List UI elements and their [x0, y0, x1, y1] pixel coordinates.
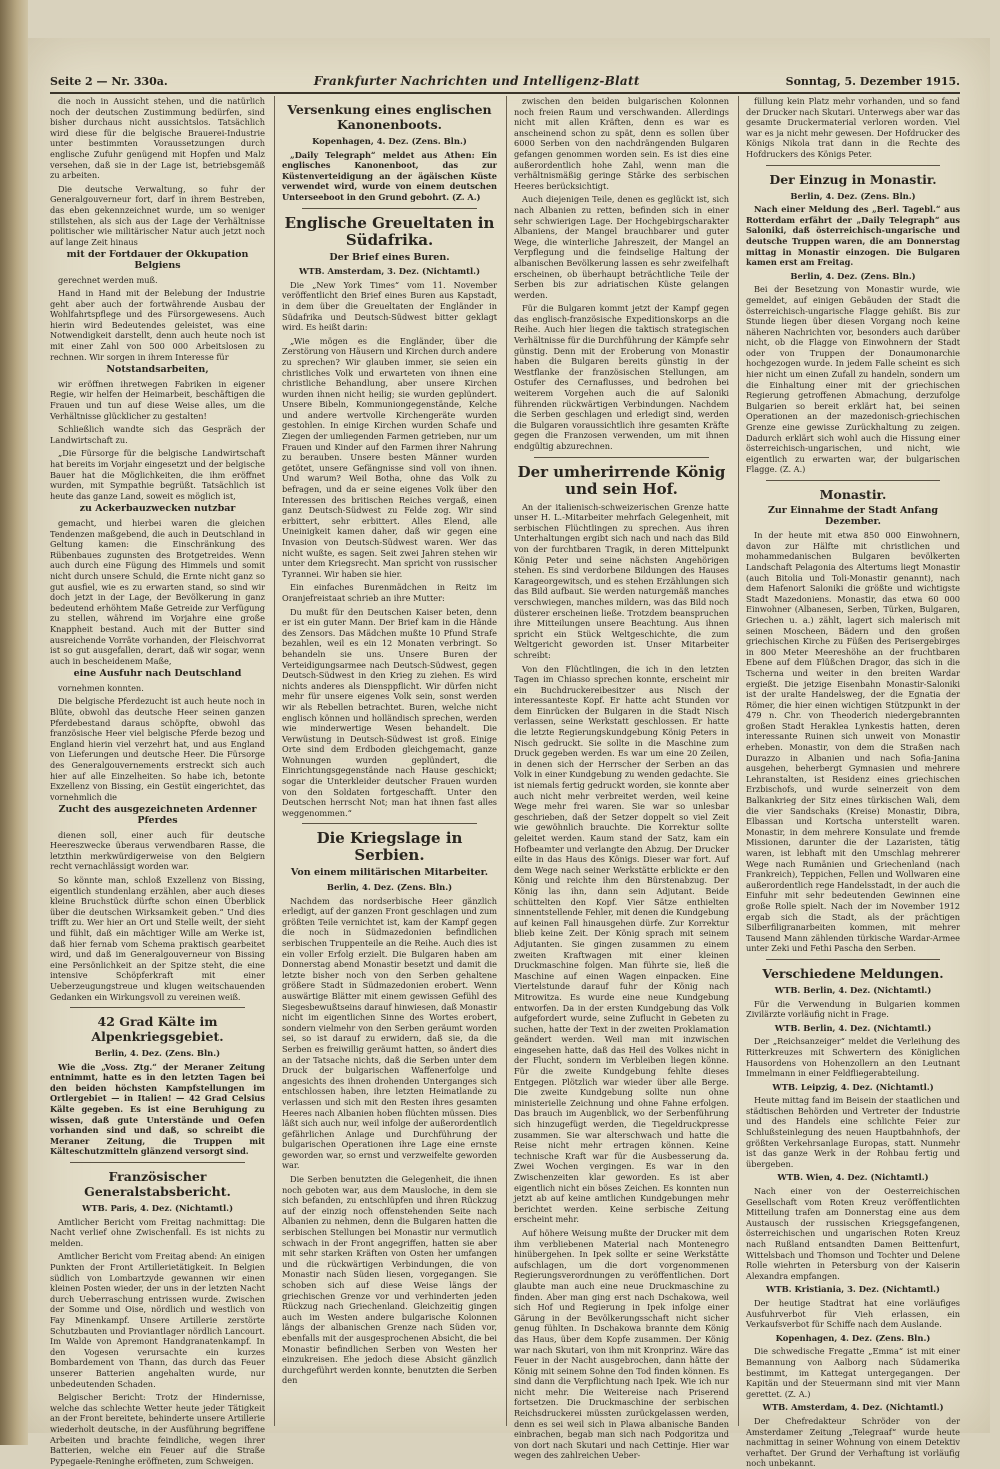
- paragraph: Die deutsche Verwaltung, so fuhr der Generalgouverneur fort, darf in ihrem Bestreben, das eben gekennzeichnet wurde, um so weniger stillstehen, als sich aus der Lage der Verhältnisse politischer wie militärischer Natur auch jetzt noch auf lange Zeit hinaus: [50, 183, 265, 247]
- subheading: zu Ackerbauzwecken nutzbar: [79, 503, 236, 515]
- paragraph: So könnte man, schloß Exzellenz von Bissing, eigentlich stundenlang erzählen, aber auch dieses kleine Bruchstück dürfte schon einen Überblick über die deutschen Wirksamkeit geben.“ Und dies trifft zu. Wer hier an Ort und Stelle weilt, der sieht und fühlt, daß ein mächtiger Wille am Werke ist, daß hier fernab vom Schema praktisch gearbeitet wird, und daß im Generalgouverneur von Bissing eine Persönlichkeit an der Spitze steht, die eine intensive Schöpferkraft mit einer Ueberzeugungstreue und klugen weitschauenden Gedanken ein Wirkungsvoll zu vereinen weiß.: [50, 874, 265, 1002]
- paragraph: Schließlich wandte sich das Gespräch der Landwirtschaft zu.: [50, 424, 265, 445]
- columns: [50, 96, 960, 1469]
- column-1: [50, 96, 265, 1466]
- paragraph: Amtlicher Bericht vom Freitag nachmittag: Die Nacht verlief ohne Zwischenfall. Es ist nichts zu melden.: [50, 1216, 265, 1248]
- column-3: [514, 96, 729, 1461]
- paragraph: „Die Fürsorge für die belgische Landwirtschaft hat bereits im Vorjahr eingesetzt und der belgische Bauer hat die Möglichkeiten, die ihm eröffnet wurden, mit Sympathie begrüßt. Tatsächlich ist heute das ganze Land, soweit es möglich ist,: [50, 448, 265, 501]
- divider: [766, 480, 940, 481]
- subheading: Zur Einnahme der Stadt Anfang Dezember.: [767, 505, 939, 527]
- paragraph: Bei der Besetzung von Monastir wurde, wie gemeldet, auf einigen Gebäuden der Stadt die österreichisch-ungarische Flagge gehißt. Bis zur Stunde liegen über diesen Vorgang noch keine näheren Nachrichten vor, besonders auch darüber nicht, ob die Flagge von Einwohnern der Stadt oder von Truppen der Donaumonarchie hochgezogen wurde. In jedem Falle scheint es sich hier nicht um einen Zufall zu handeln, sondern um die Einhaltung einer mit der griechischen Regierung getroffenen Abmachung, derzufolge Bulgarien so bereit erklärt hat, bei seinen Operationen an der mazedonisch-griechischen Grenze eine gewisse Zurückhaltung zu zeigen. Dadurch erklärt sich wohl auch die Hissung einer österreichisch-ungarischen, und nicht, wie eigentlich zu erwarten war, der bulgarischen Flagge. (Z. A.): [746, 284, 960, 475]
- article-headline: Versenkung eines englischen Kanonenboots.: [287, 102, 492, 132]
- column-rule: [738, 96, 739, 1426]
- paragraph: Du mußt für den Deutschen Kaiser beten, denn er ist ein guter Mann. Der Brief kam in die Hände des Zensors. Das Mädchen mußte 10 Pfund Strafe bezahlen, weil es ein 12 Monaten verbringt. So behandeln sie uns. Unsere Buren der Verteidigungsarmee nach Deutsch-Südwest, gegen Deutsch-Südwest in den Krieg zu ziehen. Es wird nichts anderes als Diensppflicht. Wir dürfen nicht mehr für unsere eigenes Volk sein, sonst werden wir als Rebellen betrachtet. Buren, welche nicht englisch können und holländisch sprechen, werden wie minderwertige Wesen behandelt. Die Verwüstung in Deutsch-Südwest ist groß. Einige Orte sind dem Erdboden gleichgemacht, ganze Wohnungen wurden geplündert, die Einrichtungsgegenstände nach Hause geschickt; sogar die Unterkleider deutscher Frauen wurden von den Soldaten fortgeschafft. Unter den Deutschen herrscht Not; man hat ihnen fast alles weggenommen.“: [282, 606, 497, 818]
- paragraph: Auch diejenigen Teile, denen es geglückt ist, sich nach Albanien zu retten, befinden sich in einer sehr schwierigen Lage. Der Hochgebirgscharakter Albaniens, der Mangel brauchbarer und guter Wege, die winterliche Jahreszeit, der Mangel an Verpflegung und die feindselige Haltung der albanischen Bevölkerung lassen es sehr zweifelhaft erscheinen, ob überhaupt beträchtliche Teile der Serben bis zur adriatischen Küste gelangen werden.: [514, 194, 729, 300]
- article-headline: Der umherirrende König und sein Hof.: [517, 462, 726, 498]
- divider: [302, 208, 477, 209]
- paragraph: Die „New York Times“ vom 11. November veröffentlicht den Brief eines Buren aus Kapstadt, in dem über die Greueltaten der Engländer in Südafrika und Deutsch-Südwest bitter geklagt wird. Es heißt darin:: [282, 279, 497, 333]
- divider: [70, 1162, 245, 1163]
- dateline: WTB. Leipzig, 4. Dez. (Nichtamtl.): [772, 1081, 934, 1092]
- paragraph: dienen soll, einer auch für deutsche Heereszwecke überaus verwendbaren Rasse, die letzthin merkwürdigerweise von den Belgiern recht vernachlässigt worden war.: [50, 829, 265, 872]
- divider: [302, 823, 477, 824]
- dateline: Berlin, 4. Dez. (Zens. Bln.): [326, 882, 453, 893]
- issue-date: Sonntag, 5. Dezember 1915.: [785, 74, 960, 88]
- paragraph: Der Chefredakteur Schröder von der Amsterdamer Zeitung „Telegraaf“ wurde heute nachmittag in seiner Wohnung von einem Detektiv verhaftet. Der Grund der Verhaftung ist vorläufig noch unbekannt.: [746, 1415, 960, 1469]
- paragraph: „Daily Telegraph“ meldet aus Athen: Ein englisches Kanonenboot, das zur Küstenverteidigung an der ägäischen Küste verwendet wird, wurde von einem deutschen Unterseeboot in den Grund gebohrt. (Z. A.): [282, 149, 497, 202]
- paragraph: Wie die „Voss. Ztg.“ der Meraner Zeitung entnimmt, hatte es in den letzten Tagen bei den beiden höchsten Kampfstellungen im Ortlergebiet — in Italien! — 42 Grad Celsius Kälte gegeben. Es ist eine Beruhigung zu wissen, daß gute Unterstände und Oefen vorhanden sind und daß, so schreibt die Meraner Zeitung, die Truppen mit Kälteschutzmitteln glänzend versorgt sind.: [50, 1061, 265, 1157]
- dateline: WTB. Paris, 4. Dez. (Nichtamtl.): [81, 1203, 234, 1214]
- paragraph: Hand in Hand mit der Belebung der Industrie geht aber auch der fortwährende Ausbau der Wohlfahrtspflege und des Fürsorgewesens. Auch hierin wird Bedeutendes geleistet, was eine Notwendigkeit darstellt, denn auch heute noch ist mit einer Zahl von 500 000 Arbeitslosen zu rechnen. Wir sorgen in ihrem Interesse für: [50, 288, 265, 362]
- paragraph: die noch in Aussicht stehen, und die natürlich noch der deutschen Zustimmung bedürfen, sind bisher durchaus nicht aussichtslos. Tatsächlich wird diese für die belgische Brauerei-Industrie unter bestimmten Voraussetzungen durch englische Zufuhr genügend mit Hopfen und Malz versehen, daß sie in der Lage ist, betriebsgemäß zu arbeiten.: [50, 96, 265, 181]
- paragraph: An der italienisch-schweizerischen Grenze hatte unser H. L.-Mitarbeiter mehrfach Gelegenheit, mit serbischen Flüchtlingen zu sprechen. Aus ihren Unterhaltungen ergibt sich nach und nach das Bild von der furchtbaren Tragik, in deren Mittelpunkt König Peter und seine nächsten Angehörigen stehen. Es sind verdorbene Bildungen des Hauses Karageorgewitsch, und es stehen Erzählungen sich das Bild aufbaut. Sie werden naturgemäß manches verschwiegen, manches mildern, was das Bild noch düsterer erscheinen ließe. Trotzdem beanspruchen ihre Mitteilungen unsere Beachtung. Aus ihnen spricht ein Stück Weltgeschichte, die zum Weltgericht geworden ist. Unser Mitarbeiter schreibt:: [514, 501, 729, 660]
- dateline: WTB. Berlin, 4. Dez. (Nichtamtl.): [774, 984, 932, 995]
- paragraph: Die schwedische Fregatte „Emma“ ist mit einer Bemannung von Aalborg nach Südamerika bestimmt, im Kattegat untergegangen. Der Kapitän und der Steuermann sind mit vier Mann gerettet. (Z. A.): [746, 1346, 960, 1399]
- article-headline: Der Einzug in Monastir.: [769, 171, 937, 187]
- paragraph: Von den Flüchtlingen, die ich in den letzten Tagen im Chiasso sprechen konnte, erscheint mir ein Buchdruckereibesitzer aus Nisch der interessanteste Kopf. Er hatte acht Stunden vor dem Einrücken der Bulgaren in die Stadt Nisch verlassen, seine Werkstatt geschlossen. Er hatte die letzte Regierungskundgebung König Peters in Nisch gedruckt. Sie sollte in die Maschine zum Druck gegeben werden. Es war um eine 20 Zeilen, in denen sich der Herrscher der Serben an das Volk in einer Kundgebung zu wenden gedachte. Sie ist niemals fertig gedruckt worden, sie konnte aber auch nicht mehr verbreitet werden, weil keine Wege mehr frei waren. Sie war so unlesbar geschrieben, daß der Setzer doppelt so viel Zeit wie gewöhnlich brauchte. Die Korrektur sollte geleitet werden. Kaum stand der Satz, kam ein Hofbeamter und verlangte den Abzug. Der Drucker eilte in das Haus des Königs. Dieser war fort. Auf dem Wege nach seiner Werkstätte erblickte er den König und reichte ihm den Bürstenabzug. Der König las ihn, dann sein Adjutant. Beide schüttelten den Kopf. Vier Sätze enthielten sinnentstellende Fehler, mit denen die Kundgebung auf keinen Fall hinausgehen dürfe. Zur Korrektur blieb keine Zeit. Der König sprach mit seinem Adjutanten. Sie gingen zusammen zu einem zweiten Kraftwagen mit einer kleinen Druckmaschine folgen. Man führte sie, ließ die Maschine auf einen Wagen einpacken. Eine Viertelstunde darauf fuhr der König nach Mitrowitza. Es wurde eine neue Kundgebung entworfen. Da in der ersten Kundgebung das Volk aufgefordert wurde, seine Zuflucht in Gebeten zu suchen, hatte der Text in der zweiten Proklamation geändert werden. Weil man mit inzwischen eingesehen hatte, daß das Heil des Volkes nicht in der Flucht, sondern im Verbleiben liegen könne. Für die zweite Kundgebung fehlte dieses Entgegen. Plötzlich war wieder über alle Berge. Die zweite Kundgebung sollte nun ohne ministerielle Zeichnung und ohne Fahne erfolgen. Das brauch im Augenblick, wo der Serbenführung sich hinzugefügt werden, die Tiegeldruckpresse zusammen. Sie war alterschwach und hatte die Reise nicht mehr ertragen können. Keine technische Kraft war für die Ausbesserung da. Zwei Wochen vergingen. Es war in den Zwischenzeiten klar geworden. Es ist aber eigentlich nicht ein böses Zeichen. Es konnten nun jetzt ab auf keine amtlichen Kundgebungen mehr berichtet werden. Keine serbische Zeitung erscheint mehr.: [514, 663, 729, 1225]
- dateline: WTB. Amsterdam, 4. Dez. (Nichtamtl.): [762, 1402, 944, 1413]
- subheading: eine Ausfuhr nach Deutschland: [73, 668, 242, 680]
- divider: [766, 959, 940, 960]
- paragraph: Für die Verwendung in Bulgarien kommen Zivilärzte vorläufig nicht in Frage.: [746, 998, 960, 1020]
- article-headline: Verschiedene Meldungen.: [762, 965, 944, 981]
- dateline: Berlin, 4. Dez. (Zens. Bln.): [790, 190, 916, 201]
- paragraph: In der heute mit etwa 850 000 Einwohnern, davon zur Hälfte mit christlichen und mohammedanischen Bulgaren bevölkerten Landschaft Pelagonia des Altertums liegt Monastir (auch Bitolia und Toli-Monastir genannt), nach dem Hafenort Saloniki die größte und wichtigste Stadt Mazedoniens. Monastir, das etwa 60 000 Einwohner (Albanesen, Serben, Türken, Bulgaren, Griechen u. a.) zählt, lagert sich malerisch mit seinen Moscheen, Bädern und den großen griechischen Kirche zu Füßen des Perisergebirges in 800 Meter Meereshöhe an der fruchtbaren Ebene auf dem Flüßchen Dragor, das sich in die Tscherna und weiter in den breiten Wardar ergießt. Die jetzige Eisenbahn Monastir-Saloniki ist der uralte Handelsweg, der die Egnatia der Römer, die hier einen wichtigen Stützpunkt in der 479 n. Chr. von Theoderich niedergebrannten großen Stadt Heraklea Lynkestis hatten, deren interessante Ruinen sich unweit von Monastir erheben. Monastir, von dem die Straßen nach Durazzo in Albanien und nach Sofia-Janina ausgehen, beherbergt Gymnasien und mehrere Lehranstalten, ist Residenz eines griechischen Erzbischofs, und wurde seinerzeit von dem Balkankrieg der Sitz eines türkischen Wali, dem die vier Sandschaks (Kreise) Monastir, Dibra, Elbassan und Kortscha unterstellt waren. Monastir, in dem mehrere Konsulate und fremde Missionen, darunter die der Lazaristen, tätig waren, ist lebhaft mit den Umschlag mehrerer Wege nach Rumänien und Griechenland (nach Frankreich), Teppichen, Fellen und Wollwaren eine außerordentlich rege Handelsstadt, in der auch die Einfuhr mit sehr bedeutenden Gewinnen eine große Rolle spielt. Nach der im November 1912 ergab sich die Stadt, als der prächtigen Silberfiligranarbeiten kommen, mit mehrer Tausend Mann zählenden türkische Wardar-Armee unter Zeki und Fethi Pascha den Serben.: [746, 530, 960, 954]
- paragraph: Nach einer von der Oesterreichischen Gesellschaft vom Roten Kreuz veröffentlichten Mitteilung trafen am Donnerstag eine aus dem Austausch der russischen Kriegsgefangenen, österreichischen und ungarischen Roten Kreuz nach Rußland entsandten Damen Beittenfurt, Wittelsbach und Thomson und Tochter und Delene Rolle wiehrten in Petersburg von der Kaiserin Alexandra empfangen.: [746, 1186, 960, 1281]
- dateline: Kopenhagen, 4. Dez. (Zens. Bln.): [312, 136, 467, 146]
- paragraph: Ein einfaches Burenmädchen in Reitz im Oranjefreistaat schrieb an ihre Mutter:: [282, 582, 497, 603]
- paragraph: Belgischer Bericht: Trotz der Hindernisse, welche das schlechte Wetter heute jeder Tätigkeit an der Front bereitete, behinderte unsere Artillerie wiederholt deutsche, in der Ausführung begriffene Arbeiten und brachte feindliche, wegen ihrer Batterien, welche ein Feuer auf die Straße Pypegaele-Reninghe eröffneten, zum Schweigen.: [50, 1392, 265, 1466]
- paragraph: Auf höhere Weisung mußte der Drucker mit dem ihm verbliebenen Material nach Montenegro hinübergehen. In Ipek sollte er seine Werkstätte aufschlagen, um die dort vorgenommenen Regierungsverordnungen zu veröffentlichen. Dort glaubte man auch eine neue Druckmaschine zu finden. Aber man ging erst nach Dschakowa, weil sich Hof und Regierung in Ipek infolge einer Gärung in der Bevölkerungsschaft nicht sicher genug fühlten. In Dschakowa brannte dem König das Haus, über dem Kopfe zusammen. Der König war nach Skutari, von ihm mit Kronprinz. Wäre das Feuer in der Nacht ausgebrochen, dann hätte der König mit seinem Sohne den Tod finden können. Es sind dann die Verpflichtung nach Ipek. Wie ich nur nicht mehr. Die Weitereise nach Priserend fortsetzen. Die Druckmaschine der serbischen Reichsdruckerei müssten zurückgelassen werden, denn es sei weil sich in Plawa albanische Banden einbrachen, begab man sich nach Podgoritza und von dort nach Skutari und nach Cettinje. Hier war wegen des zahlreichen Ueber-: [514, 1227, 729, 1461]
- paragraph: zwischen den beiden bulgarischen Kolonnen noch freien Raum und verschwanden. Allerdings nicht mit allen Kräften, denn es war es anscheinend schon zu spät, denn es sollen über 6000 Serben von den nachdrängenden Bulgaren gefangen genommen worden sein. Es ist dies eine außerordentlich hohe Zahl, wenn man die verhältnismäßig geringe Stärke des serbischen Heeres berücksichtigt.: [514, 96, 729, 191]
- paragraph: gerechnet werden muß.: [58, 274, 158, 285]
- subheading: Der Brief eines Buren.: [329, 251, 450, 263]
- dateline: Kopenhagen, 4. Dez. (Zens. Bln.): [775, 1332, 931, 1343]
- paragraph: Die Serben benutzten die Gelegenheit, die ihnen noch geboten war, aus dem Mausloche, in dem sie sich befanden, zu entschlüpfen und ihren Rückzug auf der einzig noch offenstehenden Seite nach Albanien zu nehmen, denn die Bulgaren hatten die serbischen Stellungen bei Monastir nur vermutlich schwach in der Front angegriffen, hatten sie aber mit sehr starken Kräften von Osten her umfangen und die rückwärtigen Verbindungen, die von Monastir nach Süden liesen, vorgegangen. Sie schoben sich auf diese Weise längs der griechischen Grenze vor und verhinderten jeden Rückzug nach Griechenland. Gleichzeitig gingen auch im Westen andere bulgarische Kolonnen längs der albanischen Grenze nach Süden vor, ebenfalls mit der ausgesprochenen Absicht, die bei Monastir befindlichen Serben von Westen her einzukreisen. Ehe jedoch diese Absicht gänzlich durchgeführt werden konnte, benutzten die Serben den: [282, 1174, 497, 1386]
- article-headline: Französischer Generalstabsbericht.: [84, 1169, 231, 1200]
- column-rule: [274, 96, 275, 1426]
- paragraph: füllung kein Platz mehr vorhanden, und so fand der Drucker nach Skutari. Unterwegs aber war das gesamte Druckermaterial verloren worden. Viel war es ja nicht mehr gewesen. Der Hofdrucker des Königs Nikola trat dann in die Rechte des Hofdruckers des Königs Peter.: [746, 96, 960, 159]
- paragraph: vornehmen konnten.: [58, 682, 144, 693]
- divider: [70, 1007, 245, 1008]
- paragraph: Nachdem das nordserbische Heer gänzlich erledigt, auf der ganzen Front geschlagen und zum größten Teile vernichtet ist, kam der Kampf gegen die noch in Südmazedonien befindlichen serbischen Truppenteile an die Reihe. Auch dies ist ein voller Erfolg erzielt. Die Bulgaren haben am Donnerstag abend Monastir besetzt und damit die letzte bisher noch von den Serben gehaltene größere Stadt in Südmazedonien erobert. Wenn auswärtige Blätter mit einem gewissen Gefühl des Siegesbewußtseins darauf hinwiesen, daß Monastir nicht im eigentlichen Sinne des Wortes erobert, sondern vielmehr von den Serben geräumt worden sei, so ist darauf zu erwidern, daß sie, da die Serben es freiwillig geräumt hatten, so ändert dies an der Tatsache nichts, daß die Serben unter dem Druck der bulgarischen Waffenerfolge und angesichts des ihnen drohenden Unterganges sich entschlossen haben, ihre letzten Heimatlande zu verlassen und sich mit den Resten ihres gesamten Heeres nach Albanien hoben flüchten müssen. Dies läßt sich auch nur, weil infolge der außerordentlich gefährlichen Anlage und Durchführung der bulgarischen Operationen ihre Lage eine ernste geworden war, so ernst und verzweifelte geworden war.: [282, 895, 497, 1171]
- masthead: [50, 70, 960, 94]
- newspaper-title: Frankfurter Nachrichten und Intelligenz-Blatt: [313, 74, 640, 88]
- divider: [534, 457, 709, 458]
- paragraph: Der „Reichsanzeiger“ meldet die Verleihung des Ritterkreuzes mit Schwertern des Königlichen Hausordens von Hohenzollern an den Leutnant Immelmann in einer Feldfliegerabteilung.: [746, 1036, 960, 1079]
- divider: [766, 165, 940, 166]
- paragraph: wir eröffnen ihretwegen Fabriken in eigener Regie, wir helfen der Heimarbeit, beschäftigen die Frauen und tun auf diese Weise alles, um die Verhältnisse glücklicher zu gestalten!: [50, 378, 265, 421]
- paragraph: gemacht, und hierbei waren die gleichen Tendenzen maßgebend, die auch in Deutschland in Geltung kamen: die Einschränkung des Rübenbaues zugunsten des Brotgetreides. Wenn auch durch eine Fügung des Himmels und somit nicht durch unsere Schuld, die Ernte nicht ganz so gut ausfiel, wie es zu erwarten stand, so sind wir doch jetzt in der Lage, der Bevölkerung in ganz bedeutend erhöhtem Maße Getreide zur Verfügung zu stellen, während im Vorjahre eine große Knappheit bestand. Auch mit der Butter sind ausreichende Vorräte vorhanden, der Fleischvorrat ist so gut ausgefallen, derart, daß wir sogar, wenn auch in bescheidenem Maße,: [50, 517, 265, 666]
- article-headline: Englische Greueltaten in Südafrika.: [284, 213, 495, 249]
- paragraph: Heute mittag fand im Beisein der staatlichen und städtischen Behörden und Vertreter der Industrie und des Handels eine schlichte Feier zur Schlußsteinlegung des neuen Hauptbahnhofs, der größten Verkehrsanlage Europas, statt. Nunmehr ist das ganze Werk in der Rohbau fertig und übergeben.: [746, 1095, 960, 1169]
- dateline: WTB. Wien, 4. Dez. (Nichtamtl.): [777, 1172, 929, 1183]
- dateline: Berlin, 4. Dez. (Zens. Bln.): [94, 1048, 221, 1059]
- binding-edge: [0, 0, 28, 1445]
- paragraph: Amtlicher Bericht vom Freitag abend: An einigen Punkten der Front Artillerietätigkeit. In Belgien südlich von Lombartzyde gewannen wir einen kleinen Posten wieder, der uns in der letzten Nacht durch Ueberraschung entrissen wurde. Zwischen der Somme und Oise, nördlich und westlich von Fay Minenkampf. Unsere Artillerie zerstörte Schutzbauten und Proviantlager nördlich Lancourt. Im Walde von Apremont Handgranatenkampf. In den Vogesen verursachte ein kurzes Bombardement von Thann, das durch das Feuer unserer Batterien angehalten wurde, nur unbedeutenden Schaden.: [50, 1251, 265, 1389]
- paragraph: Nach einer Meldung des „Berl. Tagebl.“ aus Rotterdam erfährt der „Daily Telegraph“ aus Saloniki, daß österreichisch-ungarische und deutsche Truppen waren, die am Donnerstag mittag in Monastir einzogen. Die Bulgaren kamen erst am Freitag.: [746, 204, 960, 268]
- dateline: Berlin, 4. Dez. (Zens. Bln.): [790, 270, 916, 281]
- page-number: Seite 2 — Nr. 330a.: [50, 74, 168, 88]
- paragraph: Die belgische Pferdezucht ist auch heute noch in Blüte, obwohl das deutsche Heer seinen ganzen Pferdebestand daraus schöpfte, obwohl das französische Heer viel belgische Pferde bezog und England hierin viel verzehrt hat, und aus England von Lieferungen und deutsche Heer. Die Fürsorge des Generalgouvernements erstreckt sich auch hier auf alle Einzelheiten. So habe ich, betonte Exzellenz von Bissing, ein Gestüt eingerichtet, das vornehmlich die: [50, 696, 265, 802]
- subheading: Von einem militärischen Mitarbeiter.: [290, 867, 489, 879]
- paragraph: Der heutige Stadtrat hat eine vorläufiges Ausfuhrverbot für Vieh erlassen, ein Verkaufsverbot für Schiffe nach dem Auslande.: [746, 1297, 960, 1330]
- paragraph: „Wie mögen es die Engländer, über die Zerstörung von Häusern und Kirchen durch andere zu sprechen? Wir glauben immer, sie seien ein christliches Volk und erwarteten von ihnen eine christliche Behandlung, aber unsere Kirchen wurden ihnen nicht heilig; sie wurden geplündert. Unsere Bibeln, Kommuniongegenstände, Kelche und andere wertvolle Kirchengeräte wurden gestohlen. In einige Kirchen wurden Schafe und Ziegen der umliegenden Farmen getrieben, nur um Frauen und Kinder auf den Farmen ihrer Nahrung zu berauben. Unsere besten Männer wurden getötet, unsere Gefängnisse sind voll von ihnen. Und warum? Weil Botha, ohne das Volk zu befragen, und da er seine eigenes Volk über den Interessen des britischen Reiches vergaß, einen ganz Deutsch-Südwest zu Felde zog. Wir sind erbittert, sehr erbittert. Alles Elend, alle Uneinigkeit kamen daher, daß wir gegen eine Invasion von Deutsch-Südwest waren. Wer das nicht wußte, es sagen. Seit zwei Jahren stehen wir unter dem Kriegsrecht. Man spricht von russischer Tyrannei. Wir haben sie hier.: [282, 335, 497, 579]
- column-rule: [506, 96, 507, 1426]
- subheading: mit der Fortdauer der Okkupation Belgiens: [66, 249, 249, 271]
- dateline: WTB. Berlin, 4. Dez. (Nichtamtl.): [774, 1022, 932, 1033]
- article-headline: Monastir.: [819, 487, 887, 502]
- article-headline: Die Kriegslage in Serbien.: [316, 829, 463, 865]
- dateline: WTB. Kristiania, 3. Dez. (Nichtamtl.): [765, 1284, 941, 1295]
- subheading: Zucht des ausgezeichneten Ardenner Pferdes: [58, 804, 257, 826]
- subheading: Notstandsarbeiten,: [106, 364, 209, 376]
- article-headline: 42 Grad Kälte im Alpenkriegsgebiet.: [91, 1014, 224, 1045]
- column-4: [746, 96, 960, 1469]
- paragraph: Für die Bulgaren kommt jetzt der Kampf gegen das englisch-französische Expeditionskorps an die Reihe. Auch hier liegen die taktisch strategischen Verhältnisse für die Durchführung der Kämpfe sehr günstig. Denn mit der Eroberung von Monastir haben die Bulgaren bereits günstig in der Westflanke der französischen Stellungen, am Ostufer des Cernaflusses, und bedrohen bei weiterem Vorgehen auch die auf Saloniki führenden rückwärtigen Verbindungen. Nachdem die Serben geschlagen und erledigt sind, werden die Bulgaren voraussichtlich ihre gesamten Kräfte gegen die Franzosen verwenden, um mit ihnen endgültig abzurechnen.: [514, 303, 729, 451]
- dateline: WTB. Amsterdam, 3. Dez. (Nichtamtl.): [298, 266, 481, 277]
- column-2: [282, 96, 497, 1426]
